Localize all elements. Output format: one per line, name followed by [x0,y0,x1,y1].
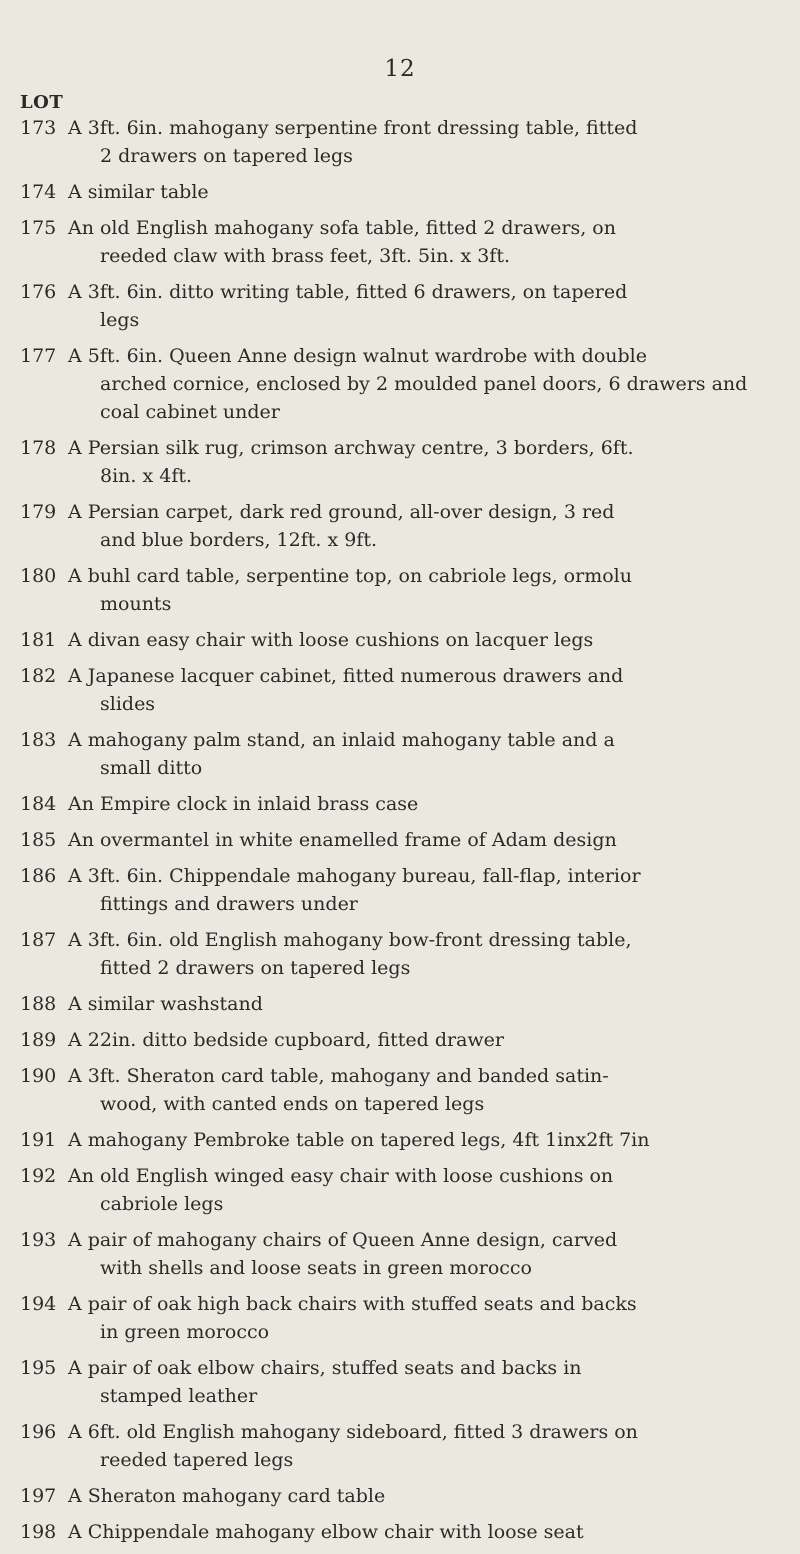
lot-description-continuation: arched cornice, enclosed by 2 moulded panel doors, 6 drawers and coal cabinet under [100,373,748,423]
lot-entry [20,178,780,206]
lot-entry [20,278,780,334]
lot-description-line: An old English winged easy chair with loose cushions on [68,1165,614,1187]
lot-description-continuation: fitted 2 drawers on tapered legs [100,957,411,979]
lot-entry [20,790,780,818]
lot-number: 189 [20,1029,57,1051]
lot-number: 194 [20,1293,57,1315]
lot-description [68,926,780,982]
lot-description-continuation: wood, with canted ends on tapered legs [100,1093,485,1115]
lot-description-line: A similar table [68,181,209,203]
lot-description [68,434,780,490]
lot-description-line: A Japanese lacquer cabinet, fitted numerous drawers and [68,665,624,687]
lot-description-continuation: fittings and drawers under [100,893,358,915]
lot-description-line: A buhl card table, serpentine top, on cabriole legs, ormolu [68,565,632,587]
lot-description [68,1418,780,1474]
lot-description-line: A Persian silk rug, crimson archway centre, 3 borders, 6ft. [68,437,634,459]
lot-entry [20,342,780,426]
lot-description-continuation: cabriole legs [100,1193,224,1215]
lot-description [68,214,780,270]
lot-entry [20,1062,780,1118]
lot-entry [20,862,780,918]
lot-description [68,1518,780,1546]
lot-description-line: A similar washstand [68,993,263,1015]
lot-description-continuation: reeded tapered legs [100,1449,294,1471]
lot-description-line: A mahogany Pembroke table on tapered legs, 4ft 1inx2ft 7in [68,1129,650,1151]
lot-number: 177 [20,345,57,367]
lot-description [68,826,780,854]
lot-number: 198 [20,1521,57,1543]
lot-number: 196 [20,1421,57,1443]
lot-description-line: A pair of mahogany chairs of Queen Anne design, carved [68,1229,618,1251]
lot-description-line: A Chippendale mahogany elbow chair with loose seat [68,1521,584,1543]
lot-description [68,114,780,170]
lot-description-line: A 3ft. 6in. Chippendale mahogany bureau, fall-flap, interior [68,865,641,887]
lot-number: 176 [20,281,57,303]
lot-description-line: A pair of oak high back chairs with stuffed seats and backs [68,1293,637,1315]
lot-description [68,1126,780,1154]
lot-description [68,662,780,718]
lot-number: 193 [20,1229,57,1251]
lot-description [68,562,780,618]
lot-description-line: A 3ft. 6in. old English mahogany bow-front dressing table, [68,929,632,951]
lot-entry [20,1226,780,1282]
lot-description-continuation: 8in. x 4ft. [100,465,193,487]
lot-description [68,278,780,334]
lot-number: 175 [20,217,57,239]
lot-description-continuation: and blue borders, 12ft. x 9ft. [100,529,378,551]
lot-description-continuation: mounts [100,593,172,615]
lot-entry [20,626,780,654]
lot-description-continuation: with shells and loose seats in green morocco [100,1257,532,1279]
lot-entry [20,1026,780,1054]
lot-description [68,498,780,554]
lot-description-line: A divan easy chair with loose cushions on lacquer legs [68,629,594,651]
lot-description-continuation: legs [100,309,140,331]
lot-entry [20,926,780,982]
lot-description-continuation: 2 drawers on tapered legs [100,145,353,167]
lot-number: 181 [20,629,57,651]
lot-number: 179 [20,501,57,523]
lot-entry [20,1354,780,1410]
lot-number: 183 [20,729,57,751]
lot-number: 187 [20,929,57,951]
lot-description [68,1162,780,1218]
lot-description-line: A 5ft. 6in. Queen Anne design walnut wardrobe with double [68,345,647,367]
lot-entry [20,1162,780,1218]
lot-description [68,726,780,782]
lot-description [68,626,780,654]
lot-entry [20,826,780,854]
lot-description-line: An old English mahogany sofa table, fitted 2 drawers, on [68,217,616,239]
lot-description-line: A mahogany palm stand, an inlaid mahogany table and a [68,729,615,751]
lot-description [68,790,780,818]
lot-description [68,862,780,918]
lot-entry [20,1518,780,1546]
lot-description-line: An overmantel in white enamelled frame of Adam design [68,829,617,851]
lot-number: 195 [20,1357,57,1379]
lot-description-continuation: stamped leather [100,1385,258,1407]
lot-number: 180 [20,565,57,587]
lot-entry [20,1418,780,1474]
lot-number: 182 [20,665,57,687]
lot-description [68,1026,780,1054]
lot-number: 185 [20,829,57,851]
lot-entry [20,1290,780,1346]
lot-number: 186 [20,865,57,887]
lot-description [68,342,780,426]
lot-number: 188 [20,993,57,1015]
lot-description [68,1290,780,1346]
lot-number: 191 [20,1129,57,1151]
lot-description-continuation: slides [100,693,156,715]
lot-entry [20,498,780,554]
lot-number: 174 [20,181,57,203]
lot-description [68,1354,780,1410]
lot-entry [20,662,780,718]
lot-description-line: A Sheraton mahogany card table [68,1485,386,1507]
lot-entry [20,114,780,170]
lot-description [68,1226,780,1282]
lot-description-line: An Empire clock in inlaid brass case [68,793,419,815]
lot-number: 173 [20,117,57,139]
lot-description-line: A 6ft. old English mahogany sideboard, fitted 3 drawers on [68,1421,638,1443]
lot-number: 178 [20,437,57,459]
lot-entry [20,214,780,270]
lot-description-line: A 3ft. Sheraton card table, mahogany and banded satin- [68,1065,609,1087]
lot-entry [20,1482,780,1510]
lot-description-line: A 3ft. 6in. mahogany serpentine front dressing table, fitted [68,117,638,139]
lot-description [68,178,780,206]
lot-description-line: A Persian carpet, dark red ground, all-over design, 3 red [68,501,615,523]
lot-description [68,1062,780,1118]
lot-list [20,114,780,1554]
lot-number: 190 [20,1065,57,1087]
lot-entry [20,726,780,782]
lot-entry [20,990,780,1018]
lot-description [68,1482,780,1510]
page-number: 12 [384,56,416,82]
lot-entry [20,562,780,618]
lot-number: 197 [20,1485,57,1507]
lot-column-header: LOT [20,92,64,113]
lot-entry [20,1126,780,1154]
lot-number: 192 [20,1165,57,1187]
lot-description-continuation: in green morocco [100,1321,270,1343]
lot-entry [20,434,780,490]
lot-description [68,990,780,1018]
lot-description-continuation: reeded claw with brass feet, 3ft. 5in. x 3ft. [100,245,510,267]
lot-description-line: A 3ft. 6in. ditto writing table, fitted 6 drawers, on tapered [68,281,628,303]
lot-description-line: A pair of oak elbow chairs, stuffed seats and backs in [68,1357,582,1379]
lot-number: 184 [20,793,57,815]
lot-description-continuation: small ditto [100,757,203,779]
lot-description-line: A 22in. ditto bedside cupboard, fitted drawer [68,1029,505,1051]
